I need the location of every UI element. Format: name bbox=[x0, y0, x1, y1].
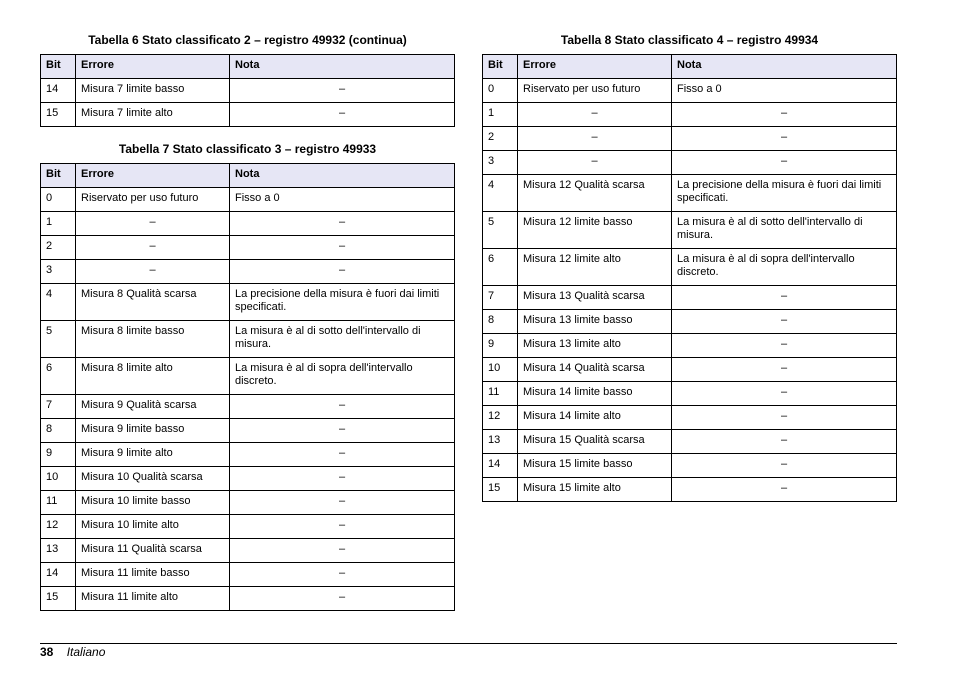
table-row bbox=[41, 260, 455, 284]
cell-bit: 4 bbox=[41, 284, 76, 321]
cell-errore: Misura 7 limite alto bbox=[76, 103, 230, 127]
cell-bit: 10 bbox=[483, 358, 518, 382]
cell-nota: – bbox=[230, 515, 455, 539]
table-row bbox=[41, 188, 455, 212]
table-row bbox=[483, 478, 897, 502]
column-header-bit: Bit bbox=[483, 55, 518, 79]
column-header-errore: Errore bbox=[76, 164, 230, 188]
cell-bit: 13 bbox=[41, 539, 76, 563]
column-header-bit: Bit bbox=[41, 55, 76, 79]
cell-nota: – bbox=[672, 103, 897, 127]
cell-errore: Misura 14 limite basso bbox=[518, 382, 672, 406]
cell-nota: – bbox=[230, 79, 455, 103]
cell-errore: Misura 10 limite alto bbox=[76, 515, 230, 539]
table-row bbox=[41, 395, 455, 419]
table-row bbox=[483, 286, 897, 310]
cell-nota: La misura è al di sopra dell'intervallo discreto. bbox=[230, 358, 455, 395]
table-row bbox=[483, 79, 897, 103]
cell-bit: 6 bbox=[483, 249, 518, 286]
table7-caption: Tabella 7 Stato classificato 3 – registro 49933 bbox=[118, 142, 377, 156]
cell-errore: – bbox=[518, 127, 672, 151]
cell-nota: Fisso a 0 bbox=[230, 188, 455, 212]
cell-bit: 3 bbox=[483, 151, 518, 175]
cell-nota: – bbox=[230, 467, 455, 491]
table-header-row bbox=[41, 55, 455, 79]
table-row bbox=[41, 563, 455, 587]
cell-errore: Misura 15 limite basso bbox=[518, 454, 672, 478]
cell-nota: – bbox=[672, 430, 897, 454]
table-row bbox=[483, 310, 897, 334]
table-row bbox=[41, 515, 455, 539]
cell-errore: – bbox=[76, 260, 230, 284]
cell-nota: La precisione della misura è fuori dai limiti specificati. bbox=[672, 175, 897, 212]
cell-bit: 12 bbox=[483, 406, 518, 430]
cell-errore: Riservato per uso futuro bbox=[76, 188, 230, 212]
column-header-nota: Nota bbox=[230, 164, 455, 188]
cell-bit: 1 bbox=[41, 212, 76, 236]
table-row bbox=[41, 539, 455, 563]
cell-bit: 1 bbox=[483, 103, 518, 127]
cell-errore: Misura 9 limite basso bbox=[76, 419, 230, 443]
cell-nota: – bbox=[230, 491, 455, 515]
table-row bbox=[41, 79, 455, 103]
cell-nota: – bbox=[230, 395, 455, 419]
table-row bbox=[41, 321, 455, 358]
page-number: 38 bbox=[40, 645, 54, 659]
table-row bbox=[483, 334, 897, 358]
table-row bbox=[483, 454, 897, 478]
cell-nota: La misura è al di sotto dell'intervallo di misura. bbox=[230, 321, 455, 358]
cell-bit: 13 bbox=[483, 430, 518, 454]
cell-nota: – bbox=[230, 260, 455, 284]
table-row bbox=[41, 103, 455, 127]
table-row bbox=[41, 358, 455, 395]
cell-errore: Misura 8 limite basso bbox=[76, 321, 230, 358]
cell-bit: 7 bbox=[483, 286, 518, 310]
cell-errore: Misura 7 limite basso bbox=[76, 79, 230, 103]
table-row bbox=[41, 212, 455, 236]
cell-nota: Fisso a 0 bbox=[672, 79, 897, 103]
cell-bit: 11 bbox=[41, 491, 76, 515]
table-header-row bbox=[41, 164, 455, 188]
cell-nota: – bbox=[672, 286, 897, 310]
cell-bit: 0 bbox=[483, 79, 518, 103]
cell-nota: – bbox=[230, 587, 455, 611]
table-row bbox=[483, 127, 897, 151]
cell-bit: 9 bbox=[483, 334, 518, 358]
table-row bbox=[483, 103, 897, 127]
cell-bit: 15 bbox=[41, 587, 76, 611]
cell-nota: – bbox=[672, 406, 897, 430]
table-row bbox=[483, 358, 897, 382]
cell-nota: – bbox=[230, 563, 455, 587]
table-row bbox=[41, 236, 455, 260]
table6-caption: Tabella 6 Stato classificato 2 – registro 49932 (continua) bbox=[88, 33, 407, 47]
cell-nota: – bbox=[672, 382, 897, 406]
cell-errore: Misura 15 Qualità scarsa bbox=[518, 430, 672, 454]
cell-bit: 3 bbox=[41, 260, 76, 284]
table7 bbox=[40, 163, 455, 611]
cell-bit: 14 bbox=[483, 454, 518, 478]
cell-errore: Riservato per uso futuro bbox=[518, 79, 672, 103]
cell-bit: 0 bbox=[41, 188, 76, 212]
cell-errore: Misura 14 Qualità scarsa bbox=[518, 358, 672, 382]
footer-language: Italiano bbox=[66, 645, 106, 659]
cell-errore: Misura 8 limite alto bbox=[76, 358, 230, 395]
cell-nota: – bbox=[672, 151, 897, 175]
cell-nota: La misura è al di sotto dell'intervallo di misura. bbox=[672, 212, 897, 249]
cell-nota: – bbox=[672, 310, 897, 334]
cell-nota: – bbox=[230, 419, 455, 443]
cell-errore: – bbox=[76, 212, 230, 236]
cell-errore: – bbox=[518, 103, 672, 127]
cell-bit: 9 bbox=[41, 443, 76, 467]
cell-bit: 2 bbox=[41, 236, 76, 260]
cell-nota: – bbox=[672, 127, 897, 151]
cell-nota: – bbox=[230, 103, 455, 127]
cell-nota: – bbox=[230, 539, 455, 563]
cell-errore: Misura 11 Qualità scarsa bbox=[76, 539, 230, 563]
cell-errore: Misura 9 Qualità scarsa bbox=[76, 395, 230, 419]
table8 bbox=[482, 54, 897, 502]
cell-errore: Misura 13 limite alto bbox=[518, 334, 672, 358]
cell-bit: 7 bbox=[41, 395, 76, 419]
table-row bbox=[41, 467, 455, 491]
cell-bit: 4 bbox=[483, 175, 518, 212]
table-row bbox=[483, 249, 897, 286]
table-row bbox=[483, 151, 897, 175]
cell-errore: Misura 11 limite basso bbox=[76, 563, 230, 587]
column-header-nota: Nota bbox=[672, 55, 897, 79]
cell-bit: 12 bbox=[41, 515, 76, 539]
cell-errore: Misura 14 limite alto bbox=[518, 406, 672, 430]
cell-nota: – bbox=[230, 443, 455, 467]
cell-nota: – bbox=[672, 334, 897, 358]
table-row bbox=[483, 430, 897, 454]
cell-errore: – bbox=[518, 151, 672, 175]
cell-bit: 11 bbox=[483, 382, 518, 406]
cell-bit: 6 bbox=[41, 358, 76, 395]
cell-errore: Misura 12 limite basso bbox=[518, 212, 672, 249]
cell-nota: – bbox=[672, 478, 897, 502]
table-row bbox=[483, 382, 897, 406]
table-row bbox=[41, 284, 455, 321]
cell-errore: Misura 8 Qualità scarsa bbox=[76, 284, 230, 321]
cell-bit: 8 bbox=[483, 310, 518, 334]
cell-bit: 2 bbox=[483, 127, 518, 151]
cell-errore: Misura 13 Qualità scarsa bbox=[518, 286, 672, 310]
cell-nota: – bbox=[230, 236, 455, 260]
cell-errore: Misura 13 limite basso bbox=[518, 310, 672, 334]
cell-bit: 5 bbox=[41, 321, 76, 358]
cell-bit: 10 bbox=[41, 467, 76, 491]
cell-nota: – bbox=[230, 212, 455, 236]
cell-errore: Misura 10 Qualità scarsa bbox=[76, 467, 230, 491]
right-column bbox=[482, 32, 897, 502]
cell-nota: – bbox=[672, 454, 897, 478]
table-row bbox=[41, 443, 455, 467]
cell-bit: 14 bbox=[41, 563, 76, 587]
table-row bbox=[41, 491, 455, 515]
table-row bbox=[41, 587, 455, 611]
table-row bbox=[483, 212, 897, 249]
cell-bit: 14 bbox=[41, 79, 76, 103]
table-row bbox=[483, 406, 897, 430]
table8-caption: Tabella 8 Stato classificato 4 – registro 49934 bbox=[560, 33, 819, 47]
column-header-nota: Nota bbox=[230, 55, 455, 79]
table-row bbox=[483, 175, 897, 212]
cell-errore: Misura 11 limite alto bbox=[76, 587, 230, 611]
column-header-errore: Errore bbox=[76, 55, 230, 79]
cell-errore: Misura 12 limite alto bbox=[518, 249, 672, 286]
cell-bit: 8 bbox=[41, 419, 76, 443]
table6 bbox=[40, 54, 455, 127]
column-header-bit: Bit bbox=[41, 164, 76, 188]
cell-errore: – bbox=[76, 236, 230, 260]
page-footer bbox=[40, 643, 897, 659]
cell-errore: Misura 9 limite alto bbox=[76, 443, 230, 467]
table-header-row bbox=[483, 55, 897, 79]
cell-errore: Misura 15 limite alto bbox=[518, 478, 672, 502]
left-column bbox=[40, 32, 455, 611]
table-row bbox=[41, 419, 455, 443]
cell-errore: Misura 12 Qualità scarsa bbox=[518, 175, 672, 212]
cell-bit: 5 bbox=[483, 212, 518, 249]
cell-bit: 15 bbox=[41, 103, 76, 127]
cell-bit: 15 bbox=[483, 478, 518, 502]
cell-nota: – bbox=[672, 358, 897, 382]
cell-nota: La precisione della misura è fuori dai limiti specificati. bbox=[230, 284, 455, 321]
cell-nota: La misura è al di sopra dell'intervallo discreto. bbox=[672, 249, 897, 286]
column-header-errore: Errore bbox=[518, 55, 672, 79]
cell-errore: Misura 10 limite basso bbox=[76, 491, 230, 515]
